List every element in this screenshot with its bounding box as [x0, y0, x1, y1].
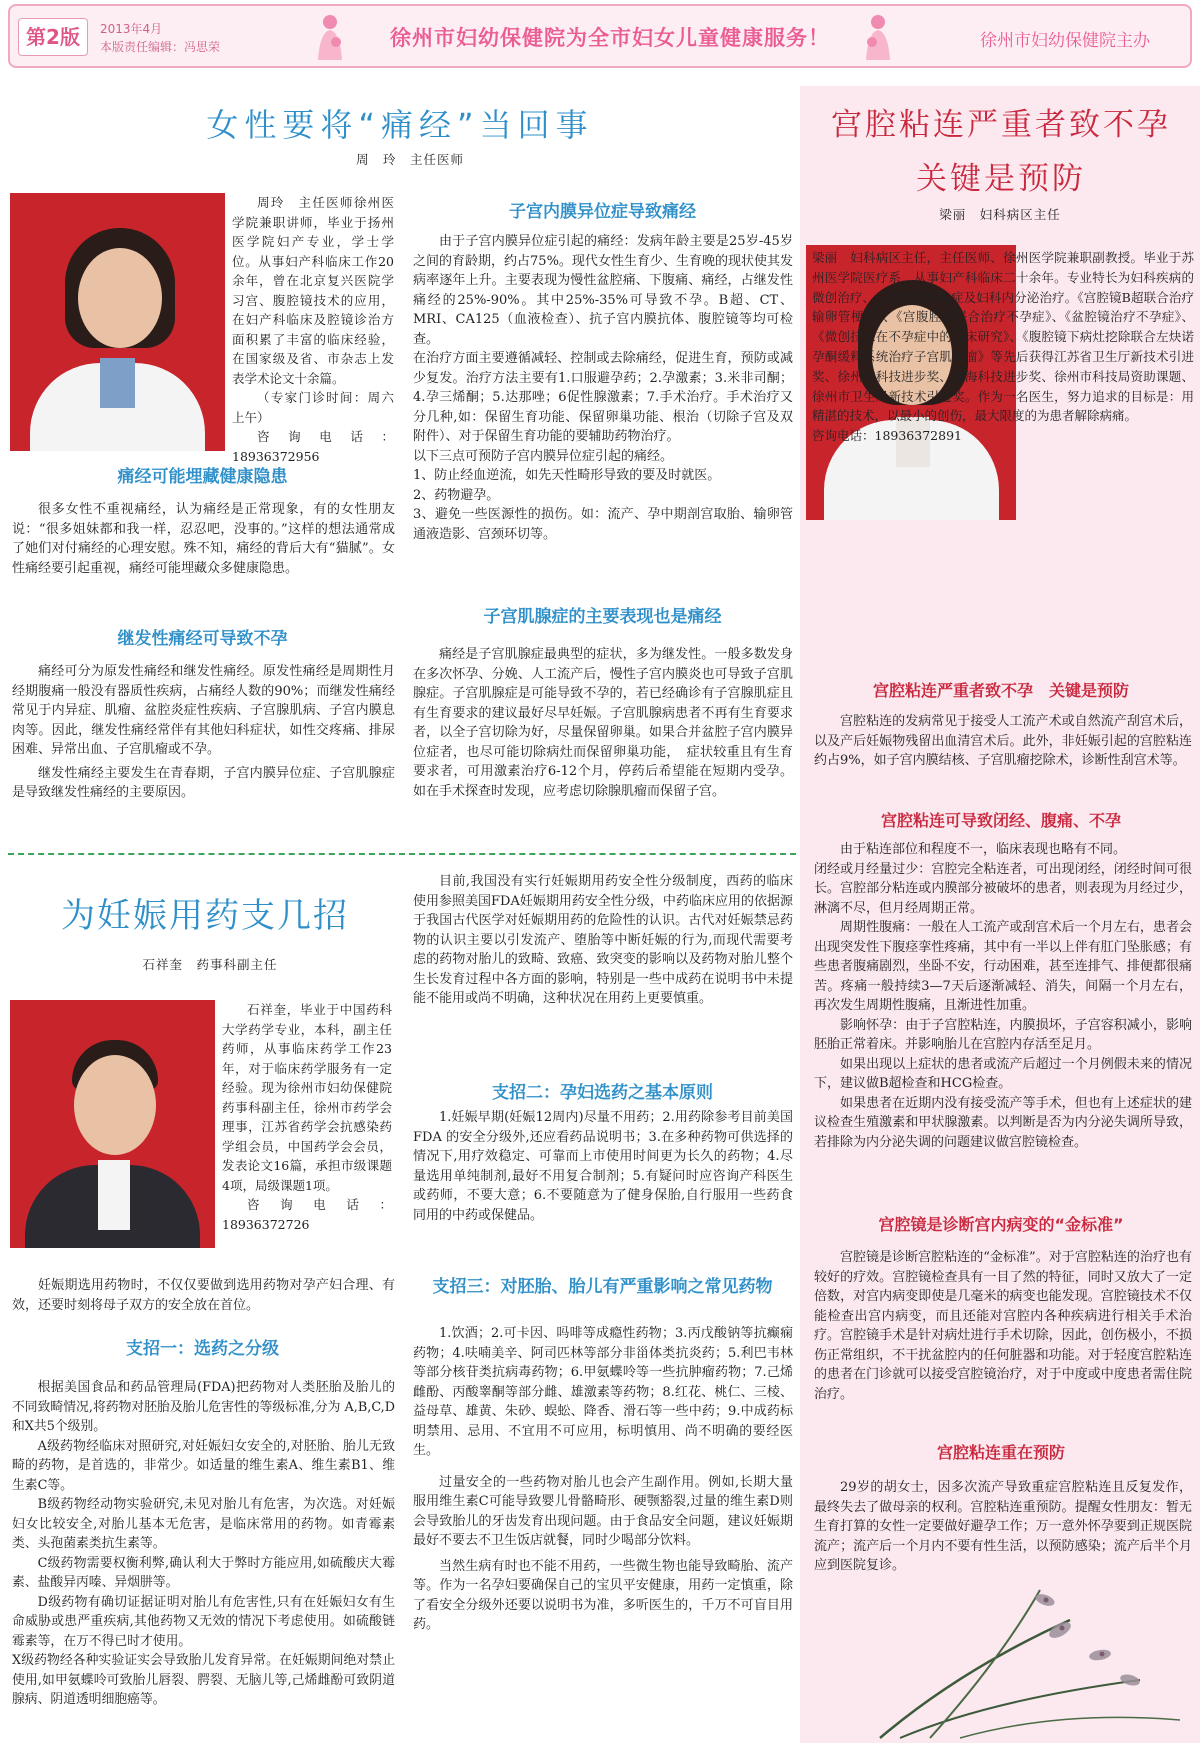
bio-text: 梁丽 妇科病区主任，主任医师、徐州医学院兼职副教授。毕业于苏州医学院医疗系，从事妇产科临床二十余年。专业特长为妇科疾病的微创治疗、子宫内膜异位症及妇科内分泌治疗。《宫腔镜B超联合治疗输卵管梗阻》、《宫腹腔镜联合治疗不孕症》、《盆腔镜治疗不孕症》、《微创技术在不孕症中的临床研究》、《腹腔镜下病灶挖除联合左炔诺孕酮缓释系统治疗子宫肌腺瘤》等先后获得江苏省卫生厅新技术引进奖、徐州市科技进步奖、淮海科技进步奖、徐州市科技局资助课题、徐州市卫生局新技术引进奖。作为一名医生，努力追求的目标是：用精湛的技术，以最小的创伤，最大限度的为患者解除病痛。	[812, 250, 1194, 424]
section-heading: 宫腔粘连可导致闭经、腹痛、不孕	[880, 811, 1121, 830]
paragraph: 周期性腹痛：一般在人工流产或刮宫术后一个月左右，患者会出现突发性下腹痉挛性疼痛，其中有一半以上伴有肛门坠胀感；有些患者腹痛剧烈，坐卧不安，行动困难，甚至连排气、排便都很痛苦。疼痛一般持续3—7天后逐渐减轻、消失，间隔一个月左右，再次发生周期性腹痛，且渐进性加重。	[814, 920, 1192, 1013]
author-bio-shixiangkui	[222, 1000, 392, 1234]
bio-text: 周玲 主任医师徐州医学院兼职讲师，毕业于扬州医学院妇产专业，学士学位。从事妇产科临床工作20余年，曾在北京复兴医院学习宫、腹腔镜技术的应用，在妇产科临床及腔镜诊治方面积累了丰富的临床经验，在国家级及省、市杂志上发表学术论文十余篇。	[232, 195, 394, 386]
paragraph: 闭经或月经量过少：宫腔完全粘连者，可出现闭经，闭经时间可很长。宫腔部分粘连或内膜部分被破坏的患者，则表现为月经过少，淋漓不尽，但月经周期正常。	[814, 861, 1192, 916]
bio-text: 石祥奎，毕业于中国药科大学药学专业，本科，副主任药师，从事临床药学工作23年，对于临床药学服务有一定经验。现为徐州市妇幼保健院药事科副主任，徐州市药学会理事，江苏省药学会抗感染药学组会员，中国药学会会员，发表论文16篇，承担市级课题4项，局级课题1项。	[222, 1002, 392, 1193]
section-heading: 继发性痛经可导致不孕	[117, 629, 288, 649]
article3-text-3	[814, 1248, 1192, 1404]
article3-text-1	[814, 712, 1192, 771]
author-photo-zhouling	[10, 193, 225, 451]
paragraph: 很多女性不重视痛经，认为痛经是正常现象，有的女性朋友说：“很多姐妹都和我一样，忍忍吧，没事的。”这样的想法通常成了她们对付痛经的心理安慰。殊不知，痛经的背后大有“猫腻”。女性痛经要引起重视，痛经可能埋藏众多健康隐患。	[12, 502, 395, 576]
mother-child-icon	[310, 12, 350, 62]
section-heading: 支招三：对胚胎、胎儿有严重影响之常见药物	[432, 1277, 773, 1297]
paragraph: 目前,我国没有实行妊娠期用药安全性分级制度，西药的临床使用参照美国FDA妊娠期用药安全性分级，中药临床应用的依据源于我国古代医学对妊娠期用药的危险性的认识。古代对妊娠禁忌药物的认识主要以引发流产、堕胎等中断妊娠的行为,而现代需要考虑的药物对胎儿的致畸、致癌、致突变的影响以及药物对胎儿整个生长发育过程中各方面的影响，特别是一些中成药在说明书中未提能不能用或尚不明确，这种状况在用药上更要慎重。	[413, 874, 793, 1006]
paragraph: 1.妊娠早期(妊娠12周内)尽量不用药；2.用药除参考目前美国 FDA 的安全分级外,还应看药品说明书；3.在多种药物可供选择的情况下,用疗效稳定、可靠而上市使用时间更为长久的药物；4.尽量选用单纯制剂,最好不用复合制剂；5.有疑问时应咨询产科医生或药师，不要大意；6.不要随意为了健身保胎,自行服用一些药食同用的中药或保健品。	[413, 1110, 793, 1223]
contact-phone: 咨询电话：18936372956	[232, 429, 394, 464]
paragraph: 由于子宫内膜异位症引起的痛经：发病年龄主要是25岁-45岁之间的育龄期，约占75%。现代女性生育少、生育晚的现状使其发病率逐年上升。主要表现为慢性盆腔痛、下腹痛、痛经，占继发性痛经的25%-90%。其中25%-35%可导致不孕。B超、CT、MRI、CA125（血液检查）、抗子宫内膜抗体、腹腔镜等均可检查。	[413, 234, 793, 347]
article2-byline: 石祥奎 药事科副主任	[142, 957, 278, 972]
paragraph: 3、避免一些医源性的损伤。如：流产、孕中期剖宫取胎、输卵管通液造影、宫颈环切等。	[413, 507, 793, 542]
editor-credit: 本版责任编辑：冯思荣	[100, 40, 221, 54]
paragraph: 1.饮酒；2.可卡因、吗啡等成瘾性药物；3.丙戊酸钠等抗癫痫药物；4.呋喃美辛、阿司匹林等部分非甾体类抗炎药；5.利巴韦林等部分核苷类抗病毒药物；6.甲氨蝶呤等一些抗肿瘤药物；7.己烯雌酚、丙酸睾酮等部分雌、雄激素等药物；8.红花、桃仁、三棱、益母草、雄黄、朱砂、蜈蚣、降香、滑石等一些中药；9.中成药标明禁用、忌用、不宜用不可应用，标明慎用、尚不明确的要经医生。	[413, 1326, 793, 1458]
paragraph: C级药物需要权衡利弊,确认利大于弊时方能应用,如硫酸庆大霉素、盐酸异丙嗪、异烟肼等。	[12, 1555, 395, 1590]
paragraph: A级药物经临床对照研究,对妊娠妇女安全的,对胚胎、胎儿无致畸的药物，是首选的，非常少。如适量的维生素A、维生素B1、维生素C等。	[12, 1438, 395, 1493]
article1-title: 女性要将“痛经”当回事	[206, 106, 594, 144]
article1-left-text-2	[12, 662, 395, 803]
author-bio-zhouling	[232, 193, 394, 466]
page-header	[8, 4, 1192, 68]
edition-box	[18, 18, 88, 56]
paragraph: B级药物经动物实验研究,未见对胎儿有危害，为次选。对妊娠妇女比较安全,对胎儿基本无危害，是临床常用的药物。如青霉素类、头孢菌素类抗生素等。	[12, 1497, 395, 1551]
paragraph: 2、药物避孕。	[413, 487, 500, 503]
contact-phone: 咨询电话：18936372726	[222, 1197, 392, 1232]
article1-right-text-2	[413, 645, 793, 801]
article2-title: 为妊娠用药支几招	[61, 896, 349, 936]
paragraph: 29岁的胡女士，因多次流产导致重症宫腔粘连且反复发作，最终失去了做母亲的权利。宫腔粘连重预防。提醒女性朋友：暂无生育打算的女性一定要做好避孕工作；万一意外怀孕要到正规医院流产；流产后一个月内不要有性生活，以预防感染；流产后半个月应到医院复诊。	[814, 1480, 1192, 1573]
issue-date: 2013年4月	[100, 22, 163, 36]
paragraph: 以下三点可预防子宫内膜异位症引起的痛经。	[413, 448, 674, 464]
article3-text-2	[814, 840, 1192, 1152]
contact-phone: 咨询电话：18936372891	[812, 428, 962, 444]
section-heading: 宫腔镜是诊断宫内病变的“金标准”	[878, 1215, 1124, 1234]
section-heading: 支招二：孕妇选药之基本原则	[492, 1083, 713, 1103]
paragraph: 影响怀孕：由于子宫腔粘连，内膜损坏，子宫容积减小，影响胚胎正常着床。并影响胎儿在宫腔内存活至足月。	[814, 1017, 1192, 1052]
paragraph: 当然生病有时也不能不用药，一些微生物也能导致畸胎、流产等。作为一名孕妇要确保自己的宝贝平安健康，用药一定慎重，除了看安全分级外还要以说明书为准，多听医生的，千万不可盲目用药。	[413, 1558, 793, 1632]
article3-byline: 梁丽 妇科病区主任	[939, 207, 1061, 222]
article2-right-text-2	[413, 1108, 793, 1225]
paragraph: 根据美国食品和药品管理局(FDA)把药物对人类胚胎及胎儿的不同致畸情况,将药物对胚胎及胎儿危害性的等级标准,分为 A,B,C,D和X共5个级别。	[12, 1380, 395, 1434]
header-slogan: 徐州市妇幼保健院为全市妇女儿童健康服务！	[390, 26, 830, 50]
mother-child-icon-right	[858, 12, 898, 62]
section-heading: 痛经可能埋藏健康隐患	[117, 467, 288, 487]
article2-right-text	[413, 872, 793, 1009]
article2-right-text-3	[413, 1324, 793, 1635]
paragraph: 如果患者在近期内没有接受流产等手术，但也有上述症状的建议检查生殖激素和甲状腺激素。以判断是否为内分泌失调所导致，若排除为内分泌失调的问题建议做宫腔镜检查。	[814, 1095, 1192, 1150]
article2-intro	[12, 1276, 395, 1315]
paragraph: 由于粘连部位和程度不一，临床表现也略有不同。	[840, 842, 1127, 857]
article1-byline: 周 玲 主任医师	[355, 152, 464, 167]
host-credit: 徐州市妇幼保健院主办	[980, 31, 1150, 51]
edition-label: 第2版	[26, 25, 80, 49]
section-heading: 宫腔粘连重在预防	[936, 1443, 1065, 1462]
article3-title-line2: 关键是预防	[916, 161, 1086, 197]
article1-left-text	[12, 500, 395, 578]
paragraph: 继发性痛经主要发生在青春期，子宫内膜异位症、子宫肌腺症是导致继发性痛经的主要原因。	[12, 765, 395, 800]
paragraph: D级药物有确切证据证明对胎儿有危害性,只有在妊娠妇女有生命威胁或患严重疾病,其他药物又无效的情况下考虑使用。如硫酸链霉素等，在万不得已时才使用。	[12, 1594, 395, 1649]
paragraph: 妊娠期选用药物时，不仅仅要做到选用药物对孕产妇合理、有效，还要时刻将母子双方的安全放在首位。	[12, 1278, 395, 1313]
paragraph: 宫腔镜是诊断宫腔粘连的“金标准”。对于宫腔粘连的治疗也有较好的疗效。宫腔镜检查具有一目了然的特征，同时又放大了一定倍数，对宫内病变即使是几毫米的病变也能发现。宫腔镜技术不仅能检查出宫内病变，而且还能对宫腔内各种疾病进行相关手术治疗。宫腔镜手术是针对病灶进行手术切除，因此，创伤极小，不损伤正常组织，不干扰盆腔内的任何脏器和功能。对于轻度宫腔粘连的患者在门诊就可以接受宫腔镜治疗，对于中度或中度患者需住院治疗。	[814, 1250, 1192, 1402]
paragraph: 在治疗方面主要遵循减轻、控制或去除痛经，促进生育，预防或减少复发。治疗方法主要有1.口服避孕药；2.孕激素；3.米非司酮；4.孕三烯酮；5.达那唑；6促性腺激素；7.手术治疗。手术治疗又分几种,如：保留生育功能、保留卵巢功能、根治（切除子宫及双附件）、对于保留生育功能的要辅助药物治疗。	[413, 351, 793, 444]
article1-right-text	[413, 232, 793, 544]
section-heading: 宫腔粘连严重者致不孕 关键是预防	[872, 681, 1129, 700]
paragraph: 痛经是子宫肌腺症最典型的症状，多为继发性。一般多数发身在多次怀孕、分娩、人工流产后，慢性子宫内膜炎也可导致子宫肌腺症。子宫肌腺症是可能导致不孕的，若已经确诊有子宫腺肌症且有生育要求的建议最好尽早妊娠。子宫肌腺病患者不再有生育要求者，以全子宫切除为好，尽量保留卵巢。如果合并盆腔子宫内膜异位症者，也尽可能切除病灶而保留卵巢功能， 症状较重且有生育要求者，可用激素治疗6-12个月，停药后希望能在短期内受孕。如在手术探查时发现，应考虑切除腺肌瘤而保留子宫。	[413, 647, 793, 799]
section-heading: 支招一：选药之分级	[126, 1339, 279, 1359]
article-divider	[8, 853, 796, 855]
author-photo-shixiangkui	[10, 1000, 215, 1248]
orchid-illustration	[840, 1560, 1190, 1740]
paragraph: 宫腔粘连的发病常见于接受人工流产术或自然流产刮宫术后，以及产后妊娠物残留出血清宫术后。此外，非妊娠引起的宫腔粘连约占9%，如子宫内膜结核、子宫肌瘤挖除术，诊断性刮宫术等。	[814, 714, 1192, 768]
paragraph: X级药物经各种实验证实会导致胎儿发育异常。在妊娠期间绝对禁止使用,如甲氨蝶呤可致胎儿唇裂、腭裂、无脑儿等,己烯雌酚可致阴道腺病、阴道透明细胞癌等。	[12, 1653, 395, 1707]
paragraph: 如果出现以上症状的患者或流产后超过一个月例假未来的情况下，建议做B超检查和HCG检查。	[814, 1056, 1192, 1091]
paragraph: 痛经可分为原发性痛经和继发性痛经。原发性痛经是周期性月经期腹痛一般没有器质性疾病，占痛经人数的90%；而继发性痛经常见于内异症、肌瘤、盆腔炎症性疾病、子宫腺肌病、子宫内膜息肉等。因此，继发性痛经常伴有其他妇科症状，如性交疼痛、排尿困难、异常出血、子宫肌瘤或不孕。	[12, 664, 395, 757]
paragraph: 1、防止经血逆流，如先天性畸形导致的要及时就医。	[413, 468, 721, 483]
author-bio-liangli	[812, 248, 1194, 446]
article2-left-text	[12, 1378, 395, 1710]
clinic-hours: （专家门诊时间：周六上午）	[232, 390, 394, 425]
section-heading: 子宫内膜异位症导致痛经	[509, 202, 696, 222]
paragraph: 过量安全的一些药物对胎儿也会产生副作用。例如,长期大量服用维生素C可能导致婴儿骨骼畸形、硬颚豁裂,过量的维生素D则会导致胎儿的牙齿发育出现问题。由于食品安全问题，建议妊娠期最好不要去不卫生饭店就餐，同时少喝部分饮料。	[413, 1474, 793, 1548]
article3-title-line1: 宫腔粘连严重者致不孕	[831, 107, 1171, 143]
section-heading: 子宫肌腺症的主要表现也是痛经	[483, 607, 722, 627]
